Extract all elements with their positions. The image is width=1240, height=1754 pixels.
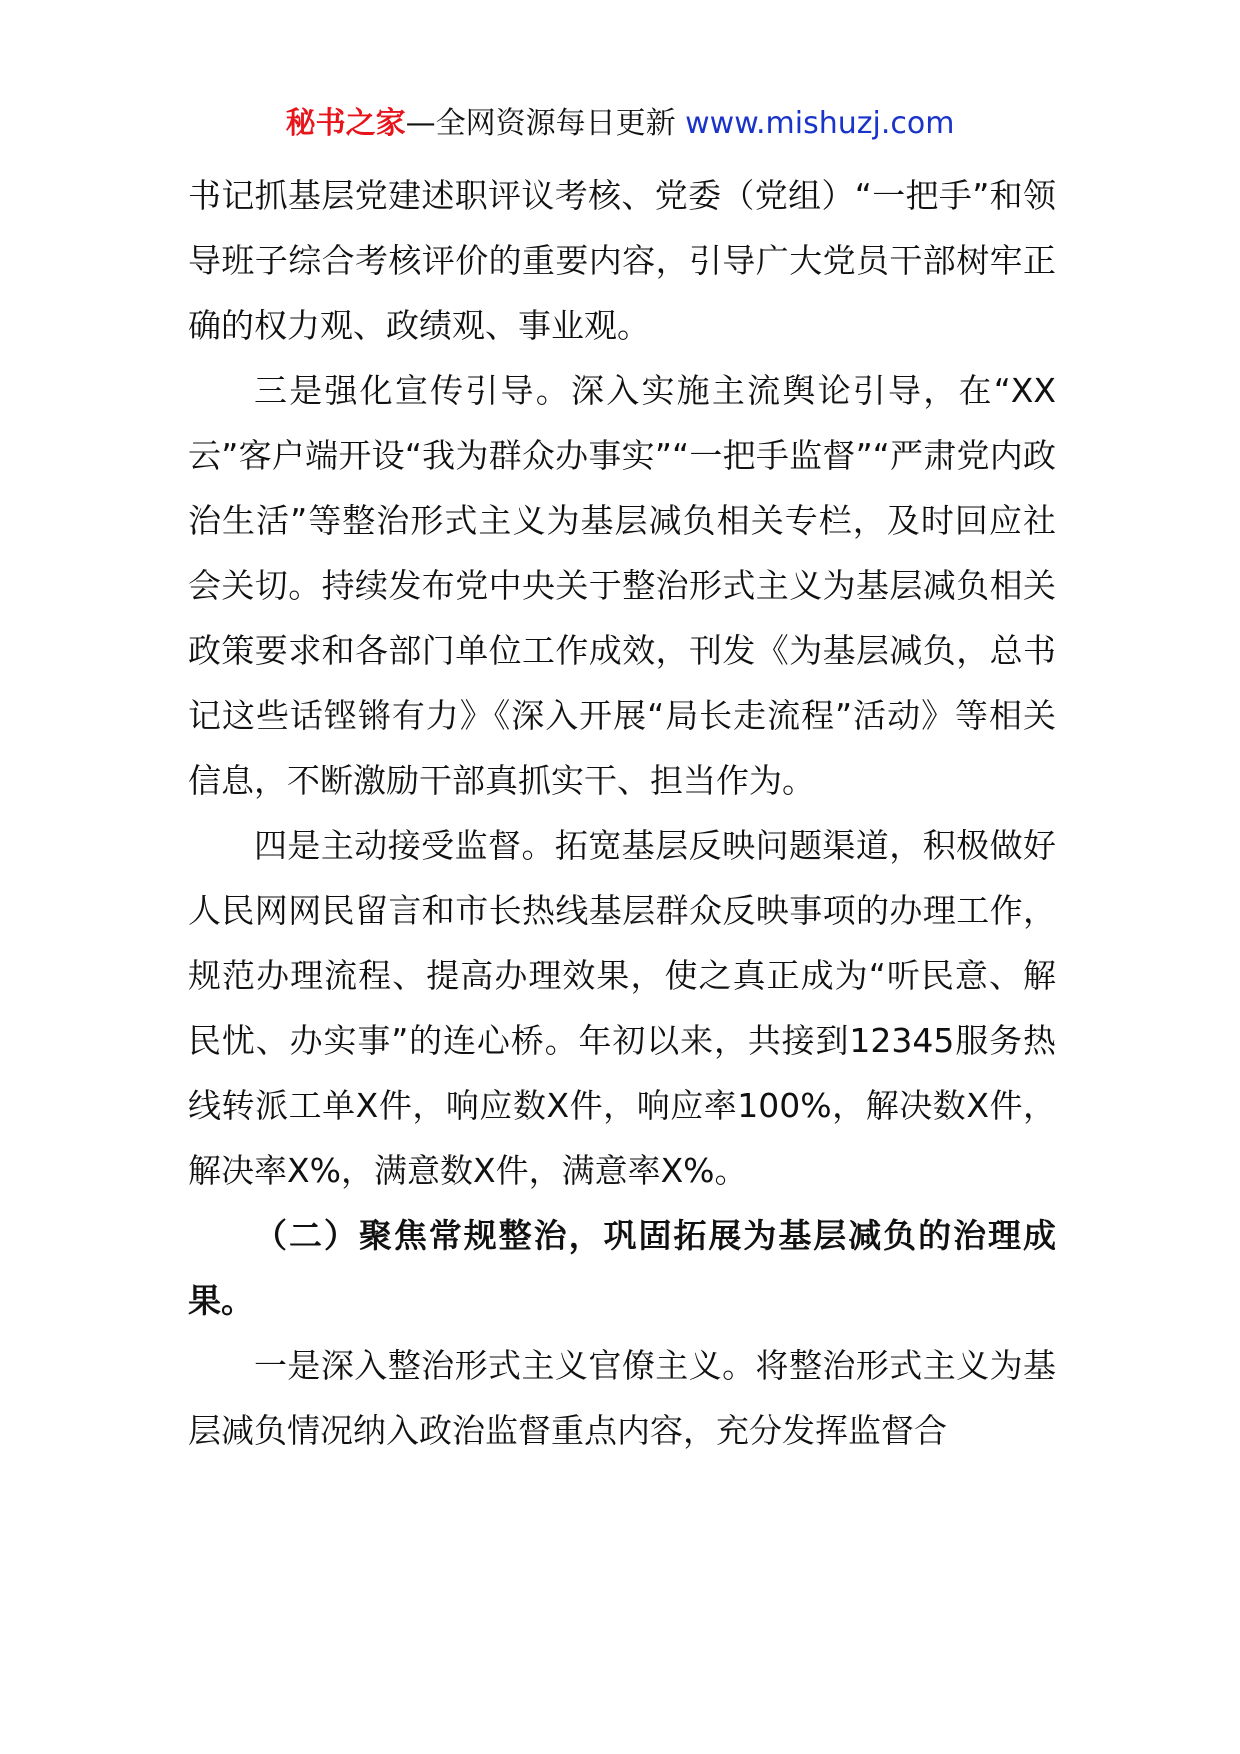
- paragraph-publicity: 三是强化宣传引导。深入实施主流舆论引导，在“XX云”客户端开设“我为群众办事实”“一把手监督”“严肃党内政治生活”等整治形式主义为基层减负相关专栏，及时回应社会关切。持续发布党中央关于整治形式主义为基层减负相关政策要求和各部门单位工作成效，刊发《为基层减负，总书记这些话铿锵有力》《深入开展“局长走流程”活动》等相关信息，不断激励干部真抓实干、担当作为。: [188, 371, 1056, 800]
- section-heading: （二）聚焦常规整治，巩固拓展为基层减负的治理成果。: [188, 1216, 1056, 1320]
- document-body: [188, 163, 1056, 1463]
- header-tagline: —全网资源每日更新: [405, 106, 686, 141]
- paragraph-rectification: 一是深入整治形式主义官僚主义。将整治形式主义为基层减负情况纳入政治监督重点内容，充分发挥监督合: [188, 1346, 1056, 1450]
- brand-name: 秘书之家: [285, 106, 406, 141]
- paragraph-continued: 书记抓基层党建述职评议考核、党委（党组）“一把手”和领导班子综合考核评价的重要内容，引导广大党员干部树牢正确的权力观、政绩观、事业观。: [188, 176, 1056, 345]
- watermark-header: [0, 100, 1240, 148]
- site-url[interactable]: www.mishuzj.com: [685, 106, 955, 141]
- paragraph-supervision: 四是主动接受监督。拓宽基层反映问题渠道，积极做好人民网网民留言和市长热线基层群众反映事项的办理工作，规范办理流程、提高办理效果，使之真正成为“听民意、解民忧、办实事”的连心桥。年初以来，共接到12345服务热线转派工单X件，响应数X件，响应率100%，解决数X件，解决率X%，满意数X件，满意率X%。: [188, 826, 1056, 1190]
